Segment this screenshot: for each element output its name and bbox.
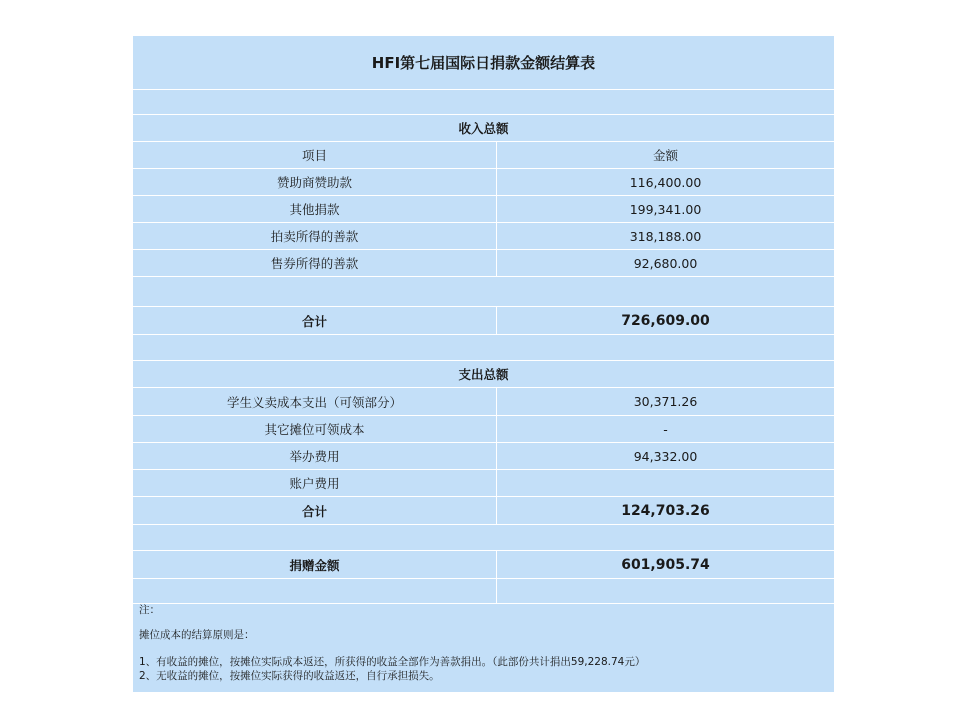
blank-row [133, 335, 834, 360]
table-title: HFI第七届国际日捐款金额结算表 [371, 54, 596, 72]
income-total-row [133, 307, 834, 334]
blank-row [133, 579, 834, 603]
expense-item: 其它摊位可领成本 [264, 422, 365, 437]
income-item: 其他捐款 [289, 202, 340, 217]
note-line-1: 1、有收益的摊位，按摊位实际成本返还，所获得的收益全部作为善款捐出。（此部份共计捐出59,228.74元） [139, 656, 646, 668]
income-amount: 199,341.00 [629, 201, 702, 217]
income-total-amount: 726,609.00 [621, 312, 710, 329]
income-heading: 收入总额 [458, 121, 509, 136]
note-line-2: 2、无收益的摊位，按摊位实际获得的收益返还，自行承担损失。 [139, 670, 440, 682]
expense-total-label: 合计 [301, 503, 327, 519]
income-item: 售券所得的善款 [270, 256, 359, 271]
expense-total-row [133, 497, 834, 524]
income-amount: 318,188.00 [629, 228, 702, 244]
donation-label: 捐赠金额 [289, 557, 340, 573]
donation-amount: 601,905.74 [621, 556, 710, 573]
income-amount: 92,680.00 [633, 255, 698, 271]
column-header-amount: 金额 [652, 148, 678, 163]
table-row [133, 470, 834, 496]
expense-total-amount: 124,703.26 [621, 502, 710, 519]
expense-item: 学生义卖成本支出（可领部分） [226, 394, 402, 410]
table-row [133, 250, 834, 276]
table-row [133, 388, 834, 415]
column-header-row [133, 142, 834, 168]
expense-item: 账户费用 [289, 476, 340, 491]
income-item: 赞助商赞助款 [276, 175, 352, 190]
income-total-label: 合计 [301, 313, 327, 329]
expense-heading-row [133, 361, 834, 387]
expense-heading: 支出总额 [458, 367, 509, 382]
settlement-table [133, 36, 834, 692]
income-heading-row [133, 115, 834, 141]
column-header-item: 项目 [301, 148, 327, 163]
donation-row [133, 551, 834, 578]
income-amount: 116,400.00 [629, 174, 702, 190]
table-row [133, 416, 834, 442]
title-row [133, 36, 834, 89]
blank-row [133, 525, 834, 550]
table-row [133, 169, 834, 195]
table-row [133, 223, 834, 249]
expense-amount [497, 470, 834, 496]
table-row [133, 196, 834, 222]
table-row [133, 443, 834, 469]
expense-amount: - [663, 421, 668, 437]
blank-row [133, 90, 834, 114]
expense-amount: 30,371.26 [633, 394, 698, 409]
expense-item: 举办费用 [289, 449, 340, 464]
blank-row [133, 277, 834, 306]
note-heading: 注： [139, 604, 160, 616]
note-principle: 摊位成本的结算原则是： [139, 629, 255, 641]
income-item: 拍卖所得的善款 [270, 229, 359, 244]
expense-amount: 94,332.00 [633, 448, 698, 464]
